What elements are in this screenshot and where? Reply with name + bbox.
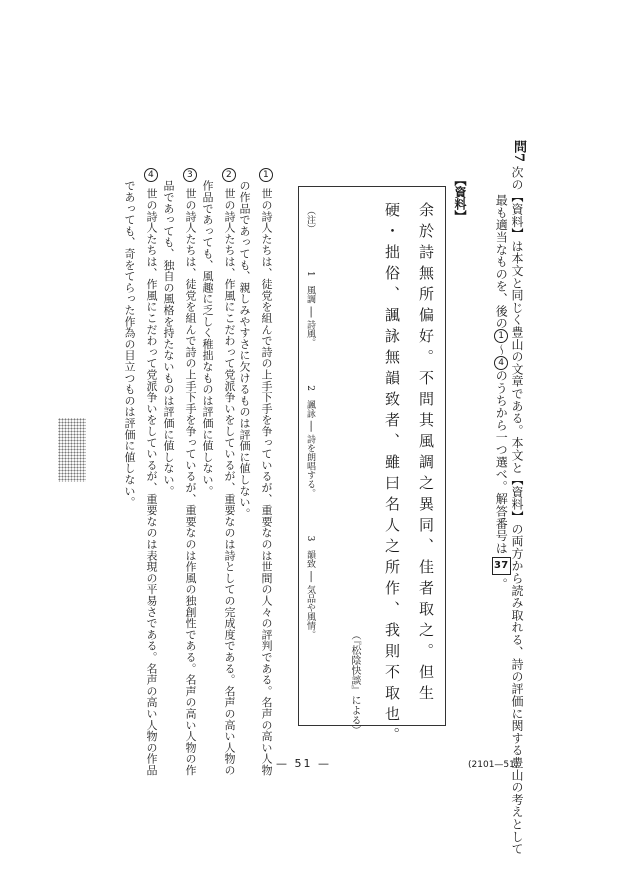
page-number: — 51 — [276, 757, 331, 770]
choice-3[interactable] [183, 168, 197, 776]
question-instruction-line1: 次の【資料】は本文と同じく豊山の文章である。本文と【資料】の両方から読み取れる、詩の評価に関する豊山の考えとして [510, 166, 524, 855]
kanbun-line-2: 硬・拙俗、諷詠無韻致者、雖曰名人之所作、我則不取也。 [383, 202, 401, 748]
choice-1-number: 1 [259, 168, 273, 182]
instruction-text-b: のうちから一つ選べ。解答番号は [494, 369, 509, 555]
choice-1-line2: の作品であっても、親しみやすさに欠けるものは評価に値しない。 [238, 180, 251, 519]
choice-2[interactable] [222, 168, 236, 776]
choice-4[interactable] [144, 168, 158, 776]
note-3: 3 韻致 ── 気品や風情。 [305, 535, 315, 639]
question-instruction-line2 [492, 194, 511, 590]
shiryo-source: （『松陰快談』による） [349, 630, 360, 735]
choice-1-line1: 世の詩人たちは、徒党を組んで詩の上手下手を争っているが、重要なのは世間の人々の評判である。名声の高い人物 [260, 188, 273, 776]
answer-number-box[interactable]: 37 [492, 557, 511, 575]
choice-4-number: 4 [144, 168, 158, 182]
page-code: (2101—51) [468, 760, 519, 770]
choice-2-number: 2 [222, 168, 236, 182]
kanbun-line-1: 余於詩無所偏好。不問其風調之異同、佳者取之。但生 [417, 202, 435, 706]
choice-2-line1: 世の詩人たちは、作風にこだわって党派争いをしているが、重要なのは詩としての完成度である。名声の高い人物の [223, 188, 236, 776]
choice-3-line2: 品であっても、独自の風格を持たないものは評価に値しない。 [162, 180, 175, 497]
choice-3-number: 3 [183, 168, 197, 182]
choice-3-line1: 世の詩人たちは、徒党を組んで詩の上手下手を争っているが、重要なのは作風の独創性である。名声の高い人物の作 [184, 188, 197, 776]
shiryo-notes [305, 206, 314, 639]
note-2: 2 諷詠 ── 詩を朗唱する。 [305, 385, 315, 498]
shiryo-label: 【資料】 [453, 174, 467, 222]
tilde: 〜 [494, 343, 509, 356]
halftone-mark [58, 418, 86, 482]
instruction-period: 。 [494, 578, 509, 591]
notes-label: （注） [305, 206, 315, 233]
note-1: 1 風調 ── 詩風。 [305, 271, 315, 348]
choice-4-line1: 世の詩人たちは、作風にこだわって党派争いをしているが、重要なのは表現の平易さである。名声の高い人物の作品 [145, 188, 158, 776]
choice-1[interactable] [259, 168, 273, 776]
choice-2-line2: 作品であっても、風趣に乏しく稚拙なものは評価に値しない。 [201, 180, 214, 497]
question-number: 問7 [511, 140, 526, 163]
choice-4-line2: であっても、奇をてらった作為の目立つものは評価に値しない。 [123, 180, 136, 508]
choice-range-end: 4 [494, 356, 508, 370]
instruction-text-a: 最も適当なものを、後の [494, 194, 509, 330]
choice-range-start: 1 [494, 329, 508, 343]
